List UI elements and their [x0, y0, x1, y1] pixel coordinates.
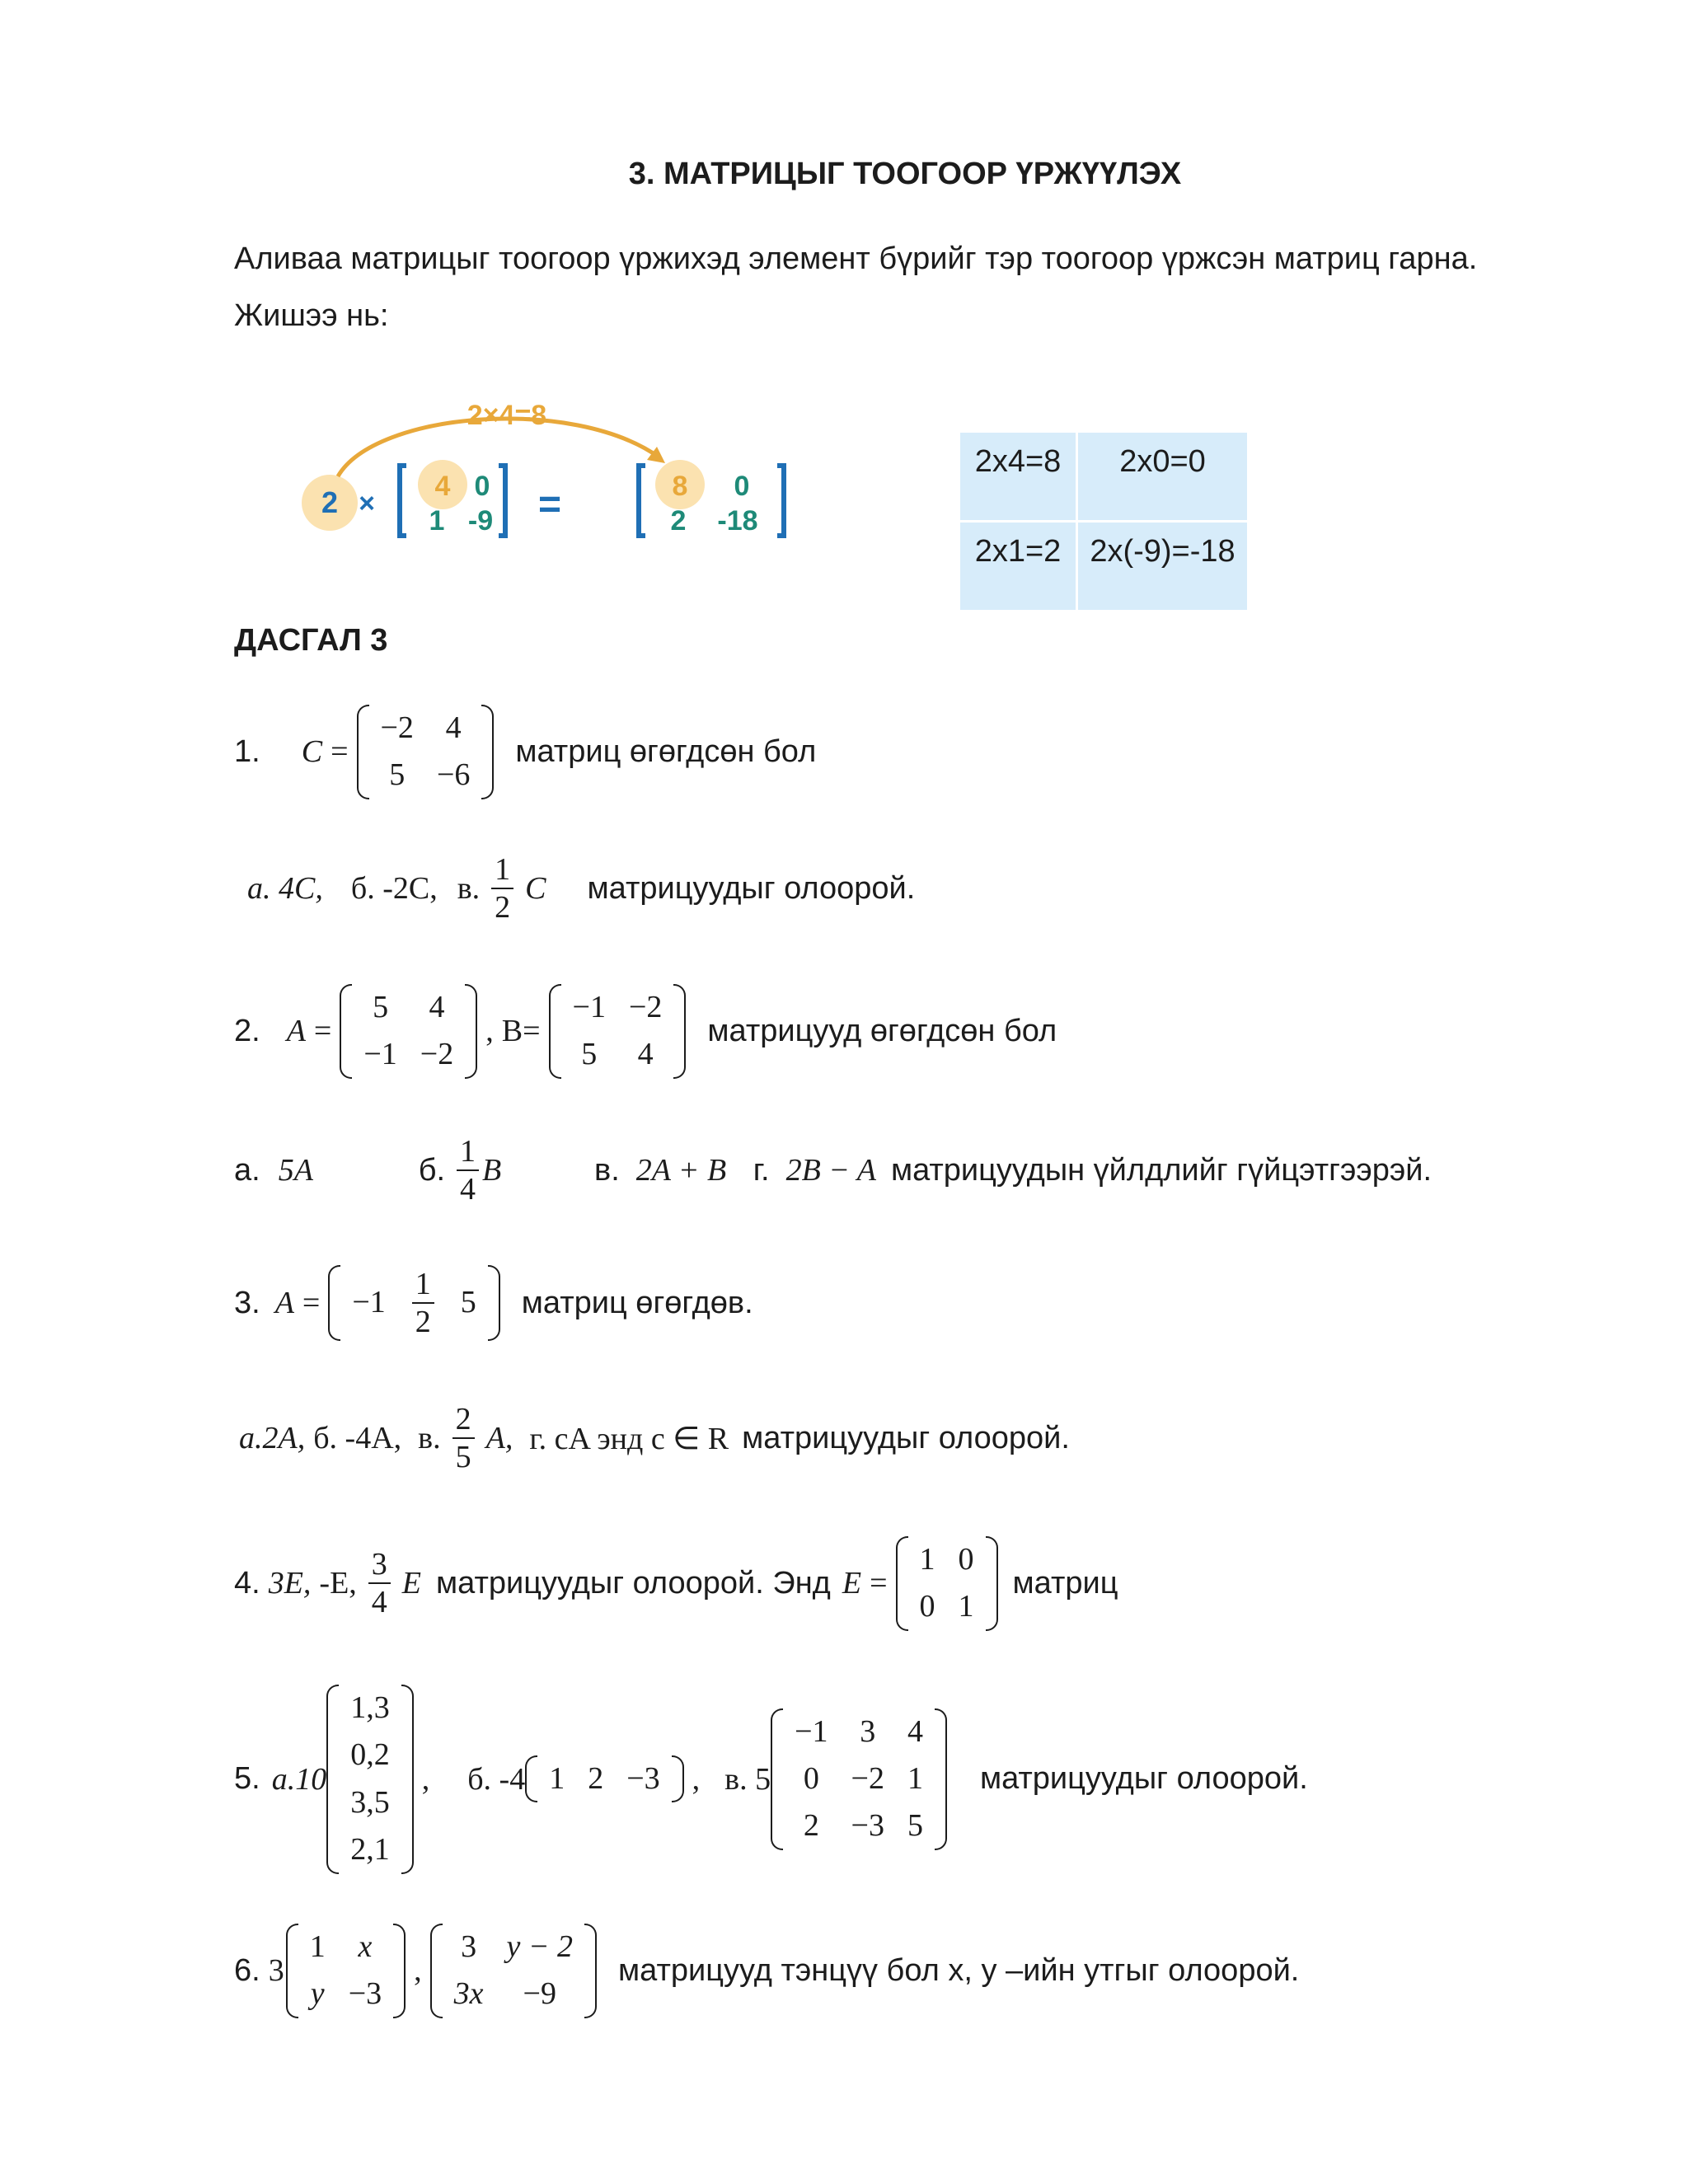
left-bracket: [639, 466, 645, 536]
exercise-tail: матриц: [1012, 1565, 1118, 1601]
res-cell: -18: [717, 505, 758, 537]
matrix-cell: 5: [389, 757, 406, 793]
task-a-label: а.: [234, 1152, 260, 1188]
matrix-cell: x: [358, 1929, 373, 1964]
denominator: 2: [415, 1305, 431, 1339]
exercise-text: матриц өгөгдөв.: [521, 1285, 753, 1320]
task-c-fraction: [491, 854, 513, 923]
exercise-number: 3.: [234, 1285, 260, 1320]
matrix-cell: 1: [309, 1929, 326, 1964]
example-cell: 2x4=8: [960, 433, 1076, 520]
task-a-expr: 5A: [278, 1153, 313, 1188]
page-title: 3. МАТРИЦЫГ ТООГООР ҮРЖҮҮЛЭХ: [628, 157, 1182, 191]
comma: ,: [421, 1761, 430, 1797]
numerator: 1: [412, 1268, 434, 1304]
exercise-number: 6.: [234, 1952, 260, 1988]
comma: ,: [692, 1761, 701, 1797]
matrix-cell: 0: [919, 1589, 935, 1624]
matrix-cell: 3,5: [350, 1784, 390, 1820]
task-c-label: в.: [418, 1421, 441, 1455]
denominator: 2: [495, 890, 511, 925]
task-c-fraction: [368, 1549, 391, 1618]
matrix-var: C: [301, 734, 323, 770]
task-b-label: б. -4: [467, 1761, 526, 1797]
example-cell: 2x1=2: [960, 523, 1076, 610]
task-c-label: в.: [594, 1152, 620, 1188]
task-text: матрицуудыг олоорой.: [742, 1420, 1070, 1455]
task-c-var: E: [401, 1566, 422, 1601]
task-d-expr: 2B − A: [785, 1153, 876, 1188]
matrix-cell: −1: [363, 1037, 397, 1072]
task-text: матрицуудын үйлдлийг гүйцэтгээрэй.: [890, 1152, 1432, 1188]
denominator: 4: [371, 1585, 387, 1620]
matrix-left: [286, 1924, 406, 2018]
res-cell: 8: [672, 471, 688, 502]
arrow-label: 2×4=8: [467, 400, 547, 431]
matrix-cell: 0: [803, 1761, 819, 1797]
row-matrix: [525, 1755, 683, 1802]
matrix-c: [357, 705, 495, 799]
matrix-cell: 5: [373, 990, 389, 1024]
task-c-var: C: [525, 871, 546, 906]
task-a: а.2A,: [239, 1421, 306, 1455]
matrix-cell: −2: [420, 1037, 454, 1072]
exercise-number: 1.: [234, 733, 260, 769]
matrix-a: [340, 984, 477, 1079]
task-text: матрицуудыг олоорой.: [587, 870, 916, 906]
task-d-label: г.: [753, 1152, 770, 1188]
task-c-var: A,: [485, 1421, 513, 1455]
mat-cell: 4: [434, 471, 451, 502]
matrix-cell: 5: [460, 1285, 476, 1320]
mat-cell: -9: [467, 505, 494, 537]
matrix-cell: 1: [919, 1542, 935, 1577]
matrix-cell: 1: [958, 1589, 974, 1624]
matrix-cell: −1: [572, 990, 606, 1024]
comma: ,: [414, 1953, 422, 1989]
matrix-cell: [397, 1265, 449, 1341]
example-figure: [284, 396, 787, 560]
matrix-var: B=: [501, 1014, 541, 1049]
matrix-b: [549, 984, 687, 1079]
matrix-cell: 1,3: [350, 1690, 390, 1725]
matrix-cell: −9: [523, 1976, 556, 2012]
column-matrix: [326, 1685, 414, 1874]
numerator: 3: [368, 1549, 391, 1584]
res-cell: 2: [670, 505, 687, 537]
task-a-label: а.10: [271, 1761, 327, 1797]
task-b-fraction: [457, 1136, 479, 1205]
equals-sign: =: [870, 1566, 888, 1601]
intro-text: Аливаа матрицыг тоогоор үржихэд элемент бүрийг тэр тоогоор үржсэн матриц гарна.: [234, 241, 1478, 276]
task-b: б. -2C,: [350, 871, 438, 906]
task-b: б. -4A,: [313, 1421, 402, 1455]
task-c-fraction: [452, 1404, 475, 1473]
matrix-cell: −1: [352, 1285, 386, 1320]
mat-cell: 1: [429, 505, 445, 537]
res-cell: 0: [734, 471, 750, 502]
matrix-cell: 0: [958, 1542, 974, 1577]
matrix-cell: 5: [907, 1808, 923, 1844]
exercise-text: матрицуудыг олоорой.: [979, 1761, 1308, 1797]
matrix-var: E: [842, 1566, 862, 1601]
exercise-number: 2.: [234, 1013, 260, 1048]
matrix-right: [430, 1924, 597, 2018]
scalar: 3: [268, 1953, 284, 1989]
mat-cell: 0: [474, 471, 490, 502]
matrix-cell: 0,2: [350, 1737, 390, 1773]
square-matrix: [771, 1708, 947, 1850]
right-bracket: [499, 466, 505, 536]
numerator: 1: [491, 854, 513, 889]
task-b: -E,: [319, 1566, 357, 1601]
exercise-4: [234, 1536, 1118, 1631]
scalar-value: 2: [321, 485, 339, 519]
matrix-cell: −6: [436, 757, 471, 793]
task-a: 3E,: [268, 1566, 312, 1601]
equals-sign: =: [313, 1014, 332, 1049]
fraction: [412, 1268, 434, 1338]
numerator: 2: [452, 1404, 475, 1439]
matrix-cell: 5: [581, 1037, 598, 1072]
matrix-cell: −1: [795, 1713, 828, 1749]
task-c-label: в. 5: [724, 1761, 771, 1797]
matrix-var: A: [274, 1286, 294, 1320]
exercise-1-tasks: [247, 854, 915, 923]
matrix-cell: −3: [626, 1761, 660, 1797]
task-c-label: в.: [457, 871, 481, 906]
exercise-2: [234, 984, 1057, 1079]
identity-matrix: [896, 1536, 998, 1631]
equals-sign: =: [302, 1286, 321, 1320]
matrix-cell: 3: [860, 1713, 876, 1749]
equals-sign: =: [331, 734, 349, 770]
numerator: 1: [457, 1136, 479, 1171]
denominator: 5: [455, 1440, 471, 1474]
right-bracket: [777, 466, 784, 536]
section-heading: ДАСГАЛ 3: [234, 623, 388, 658]
times-sign: ×: [359, 488, 375, 519]
exercise-5: [234, 1685, 1308, 1874]
task-b-var: B: [482, 1153, 502, 1188]
matrix-var: A: [286, 1014, 306, 1049]
matrix-cell: −3: [348, 1976, 382, 2012]
matrix-cell: −2: [851, 1761, 884, 1797]
matrix-cell: 1: [549, 1761, 565, 1797]
matrix-cell: −3: [851, 1808, 884, 1844]
task-a: а. 4C,: [247, 871, 323, 906]
exercise-3-tasks: [239, 1404, 1070, 1473]
matrix-cell: 1: [907, 1761, 923, 1797]
row-matrix: [328, 1265, 499, 1341]
exercise-1: [234, 705, 816, 799]
comma: ,: [485, 1014, 494, 1049]
exercise-text: матрицууд өгөгдсөн бол: [707, 1013, 1057, 1048]
exercise-text: матрицууд тэнцүү бол x, y –ийн утгыг олоорой.: [618, 1952, 1300, 1988]
example-table: [958, 430, 1250, 612]
matrix-cell: 2: [803, 1808, 819, 1844]
matrix-cell: 4: [429, 990, 445, 1024]
matrix-cell: −2: [380, 710, 414, 745]
exercise-3: [234, 1265, 753, 1341]
example-cell: 2x0=0: [1078, 433, 1247, 520]
matrix-cell: 3: [461, 1929, 477, 1964]
matrix-cell: 4: [907, 1713, 923, 1749]
matrix-cell: 2: [588, 1761, 604, 1797]
matrix-cell: 2,1: [350, 1832, 390, 1868]
exercise-number: 4.: [234, 1565, 260, 1601]
task-c-expr: 2A + B: [635, 1153, 727, 1188]
matrix-cell: 4: [445, 710, 462, 745]
example-cell: 2x(-9)=-18: [1078, 523, 1247, 610]
task-b-label: б.: [418, 1152, 446, 1188]
matrix-cell: y: [310, 1976, 325, 2012]
exercise-number: 5.: [234, 1761, 260, 1797]
matrix-cell: −2: [628, 990, 663, 1024]
exercise-text: матрицуудыг олоорой. Энд: [436, 1565, 831, 1601]
exercise-6: [234, 1924, 1299, 2018]
matrix-cell: 3x: [453, 1976, 484, 2012]
matrix-cell: y − 2: [506, 1929, 574, 1964]
exercise-text: матриц өгөгдсөн бол: [515, 733, 817, 769]
equals-sign: =: [537, 483, 562, 527]
task-d: г. cA энд c ∈ R: [529, 1421, 729, 1456]
denominator: 4: [460, 1172, 476, 1207]
exercise-2-tasks: [234, 1136, 1432, 1205]
left-bracket: [400, 466, 406, 536]
example-figure-graphic: [284, 396, 787, 560]
example-label: Жишээ нь:: [234, 298, 389, 333]
matrix-cell: 4: [637, 1037, 654, 1072]
